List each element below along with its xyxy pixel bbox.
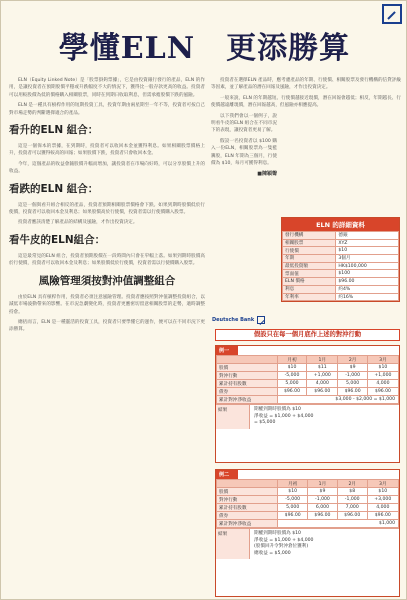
bullish-paragraph: 這是一個保本的票據，在到期時，投資者可以收回本金並獲得利息。如果相關股票價格上升，投資者可以獲得較高的回報；如果股價下跌，投資者只會收回本金。 xyxy=(9,144,205,157)
terms-key: 票面值 xyxy=(283,270,336,278)
row-header: 對沖行動 xyxy=(217,372,278,380)
table-cell: -1,000 xyxy=(337,496,367,504)
scenario-box-1 xyxy=(215,345,400,463)
total-value: $1,000 xyxy=(278,520,399,528)
table-cell: -5,000 xyxy=(277,372,307,380)
table-cell: $8 xyxy=(337,488,367,496)
terms-key: ELN 價格 xyxy=(283,278,336,286)
table-row xyxy=(217,364,399,372)
bank-logo-icon xyxy=(257,316,265,324)
terms-value: $96.00 xyxy=(336,278,399,286)
table-cell: 5,000 xyxy=(277,380,307,388)
table-cell: -1,000 xyxy=(338,372,368,380)
table-cell: $96.00 xyxy=(367,512,398,520)
terms-key: 相關股票 xyxy=(283,239,336,247)
terms-key: 年利率 xyxy=(283,293,336,301)
table-cell: $96.00 xyxy=(337,512,367,520)
article-title: 學懂ELN 更添勝算 xyxy=(58,31,351,66)
scenario-label: 例一 xyxy=(216,346,238,355)
result-body xyxy=(250,405,399,429)
terms-row xyxy=(283,278,399,286)
scenario-result xyxy=(216,404,399,429)
result-line: 淨收益 = $1,000 + $4,000 xyxy=(254,413,314,419)
row-header: 累計持有股數 xyxy=(217,504,278,512)
bearish-paragraph-2: 投資者應該清楚了解產品的結構及風險，才作出投資決定。 xyxy=(18,220,138,226)
heading-risk: 風險管理須按對沖值調整組合 xyxy=(38,274,176,287)
range-paragraph: 這是最常見的ELN 組合，投資者預期股價在一段時間內只會在窄幅上落。如果到期時股價高於行使價，投資者可以收回本金及利息；如果股價低於行使價，投資者需以行使價購入股票。 xyxy=(9,253,205,267)
terms-key: 年期 xyxy=(283,255,336,263)
right-paragraph-1: 投資者在選擇ELN 產品時，應考慮產品的年期、行使價、相關股票及發行機構的信貸評級等因素，並了解產品的潛在回報及風險，才作出投資決定。 xyxy=(211,78,401,91)
scenario-table xyxy=(216,355,399,404)
terms-key: 行使價 xyxy=(283,247,336,255)
scenario-title: 假設只在每一個月底作上述的對沖行動 xyxy=(215,329,400,341)
terms-value: $10 xyxy=(336,247,399,255)
scenario-box-2 xyxy=(215,469,400,597)
total-value: $3,000 - $2,000 = $1,000 xyxy=(277,396,398,404)
terms-row xyxy=(283,232,399,240)
row-header: 累計對沖淨收益 xyxy=(217,396,278,404)
terms-row xyxy=(283,255,399,263)
table-cell: $10 xyxy=(367,488,398,496)
row-header: 股價 xyxy=(217,488,278,496)
table-cell: +1,000 xyxy=(367,372,398,380)
column-header xyxy=(217,356,278,364)
result-body xyxy=(250,529,399,559)
table-row xyxy=(217,488,399,496)
heading-bullish: 看升的ELN 組合： xyxy=(9,124,99,137)
author-byline: ■陳穎聲 xyxy=(257,171,277,178)
table-cell: $10 xyxy=(278,488,308,496)
right-paragraph-3: 以下我們會以一個例子，說明看牛皮的ELN 組合在不同市況下的表現，讓投資者更易了解。 xyxy=(211,113,277,134)
terms-value: 約4% xyxy=(336,285,399,293)
terms-value: XYZ xyxy=(336,239,399,247)
table-cell: $96.00 xyxy=(308,512,338,520)
bullish-paragraph-2: 今年，這個產品的收益會隨股價升幅而增加，讓投資者在市場向好時，可以分享股價上升的收益。 xyxy=(9,161,205,175)
table-cell: $11 xyxy=(307,364,338,372)
row-header: 債券 xyxy=(217,388,278,396)
column-header: 2月 xyxy=(338,356,368,364)
bank-credit xyxy=(212,316,265,324)
table-cell: $9 xyxy=(338,364,368,372)
heading-bearish: 看跌的ELN 組合： xyxy=(9,182,99,195)
risk-paragraph: 由於ELN 具有槓桿作用，投資者必須注意風險管理。投資者應按照對沖值調整投資組合，以減低市場波動帶來的影響。在市況急劇變化時，投資者更應密切留意相關股票的走勢，適時調整持倉。 xyxy=(9,294,205,315)
table-cell: 4,000 xyxy=(307,380,338,388)
terms-key: 最低投資額 xyxy=(283,262,336,270)
table-row xyxy=(217,388,399,396)
result-line: (股價回升令對沖倉位獲利) xyxy=(254,544,309,550)
table-cell: $96.00 xyxy=(367,388,398,396)
bank-name: Deutsche Bank xyxy=(212,317,255,323)
terms-row xyxy=(283,293,399,301)
table-row xyxy=(217,512,399,520)
terms-row xyxy=(283,239,399,247)
table-cell: 4,000 xyxy=(367,504,398,512)
table-row xyxy=(217,496,399,504)
table-cell: 4,000 xyxy=(367,380,398,388)
scenario-result xyxy=(216,528,399,559)
right-paragraph-4: 假設一名投資者以 $100 購入一份ELN，相關股票為一隻藍籌股，ELN 年期為三個月，行使價為 $10，每月可獲得利息。 xyxy=(211,138,277,167)
terms-value: 德銀 xyxy=(336,232,399,240)
terms-key: 發行機構 xyxy=(283,232,336,240)
table-cell: 5,000 xyxy=(278,504,308,512)
column-header xyxy=(217,480,278,488)
scenario-label: 例二 xyxy=(216,470,238,479)
eln-terms-box xyxy=(281,217,400,302)
terms-key: 利息 xyxy=(283,285,336,293)
row-header: 累計對沖淨收益 xyxy=(217,520,278,528)
table-cell: $10 xyxy=(277,364,307,372)
terms-row xyxy=(283,247,399,255)
deutsche-bank-logo xyxy=(382,4,402,24)
right-paragraph-2: 一般來說，ELN 的年期越短、行使價越接近現價，潛在回報會越低；相反，年期越長、行使價越遠離現價，潛在回報越高，但風險亦相應提高。 xyxy=(211,95,401,109)
terms-row xyxy=(283,270,399,278)
result-line: 總收益 = $5,000 xyxy=(254,550,291,556)
row-header: 累計持有股數 xyxy=(217,380,278,388)
total-row xyxy=(217,520,399,528)
left-column xyxy=(9,77,205,597)
table-row xyxy=(217,372,399,380)
table-row xyxy=(217,504,399,512)
column-header: 1月 xyxy=(307,356,338,364)
column-header: 1月 xyxy=(308,480,338,488)
total-row xyxy=(217,396,399,404)
terms-header: ELN 的詳細資料 xyxy=(282,218,399,231)
result-line: 淨收益 = $1,000 + $4,000 xyxy=(254,537,314,543)
table-row xyxy=(217,380,399,388)
terms-value: HK$100,000 xyxy=(336,262,399,270)
heading-range: 看牛皮的ELN組合： xyxy=(9,233,106,246)
risk-paragraph-2: 總括而言，ELN 是一種靈活的投資工具，投資者只要學懂它的運作，便可以在不同市況下更添勝算。 xyxy=(9,319,205,333)
table-cell: $96.00 xyxy=(338,388,368,396)
table-cell: 6,000 xyxy=(308,504,338,512)
column-header: 月初 xyxy=(277,356,307,364)
row-header: 對沖行動 xyxy=(217,496,278,504)
table-cell: $9 xyxy=(308,488,338,496)
terms-table xyxy=(282,231,399,301)
terms-row xyxy=(283,285,399,293)
row-header: 股價 xyxy=(217,364,278,372)
table-cell: $96.00 xyxy=(277,388,307,396)
intro-paragraph-1: ELN（Equity Linked Note）是「股票掛鈎票據」，它是由投資銀行發行的產品，ELN 的作用，是讓投資者在預期股價平穩或升跌幅度不大的情況下，獲得比一般存款更高的收益。投資者可以用較股價為低的價格購入相關股票，同時在到期日收取利息，但需承擔股價下跌的風險。 xyxy=(9,78,205,98)
terms-value: 3個月 xyxy=(336,255,399,263)
table-cell: $10 xyxy=(367,364,398,372)
result-label: 結果 xyxy=(216,529,250,559)
table-cell: -5,000 xyxy=(278,496,308,504)
result-line: 期權到期時股價為 $10 xyxy=(254,407,301,412)
table-cell: +3,000 xyxy=(367,496,398,504)
column-header: 2月 xyxy=(337,480,367,488)
terms-value: 約16% xyxy=(336,293,399,301)
result-line: 期權到期時股價為 $10 xyxy=(254,531,301,536)
table-cell: $96.00 xyxy=(278,512,308,520)
column-header: 3月 xyxy=(367,356,398,364)
table-cell: +1,000 xyxy=(307,372,338,380)
result-label: 結果 xyxy=(216,405,250,429)
intro-paragraph-2: ELN 是一種具有槓桿作用的短期投資工具，投資年期由兩星期至一年不等，投資者可按自己對市場走勢的判斷選擇適合的產品。 xyxy=(9,103,205,116)
result-line: = $5,000 xyxy=(254,420,276,426)
bearish-paragraph: 這是一個與看升組合相反的產品，投資者預期相關股票價格會下跌。如果到期時股價低於行使價，投資者可以收回本金及利息；如果股價高於行使價，投資者需以行使價購入股票。 xyxy=(9,202,205,216)
table-cell: 7,000 xyxy=(337,504,367,512)
terms-row xyxy=(283,262,399,270)
terms-value: $100 xyxy=(336,270,399,278)
table-cell: 5,000 xyxy=(338,380,368,388)
scenario-table xyxy=(216,479,399,528)
column-header: 3月 xyxy=(367,480,398,488)
table-cell: -1,000 xyxy=(308,496,338,504)
row-header: 債券 xyxy=(217,512,278,520)
table-cell: $96.00 xyxy=(307,388,338,396)
column-header: 月初 xyxy=(278,480,308,488)
